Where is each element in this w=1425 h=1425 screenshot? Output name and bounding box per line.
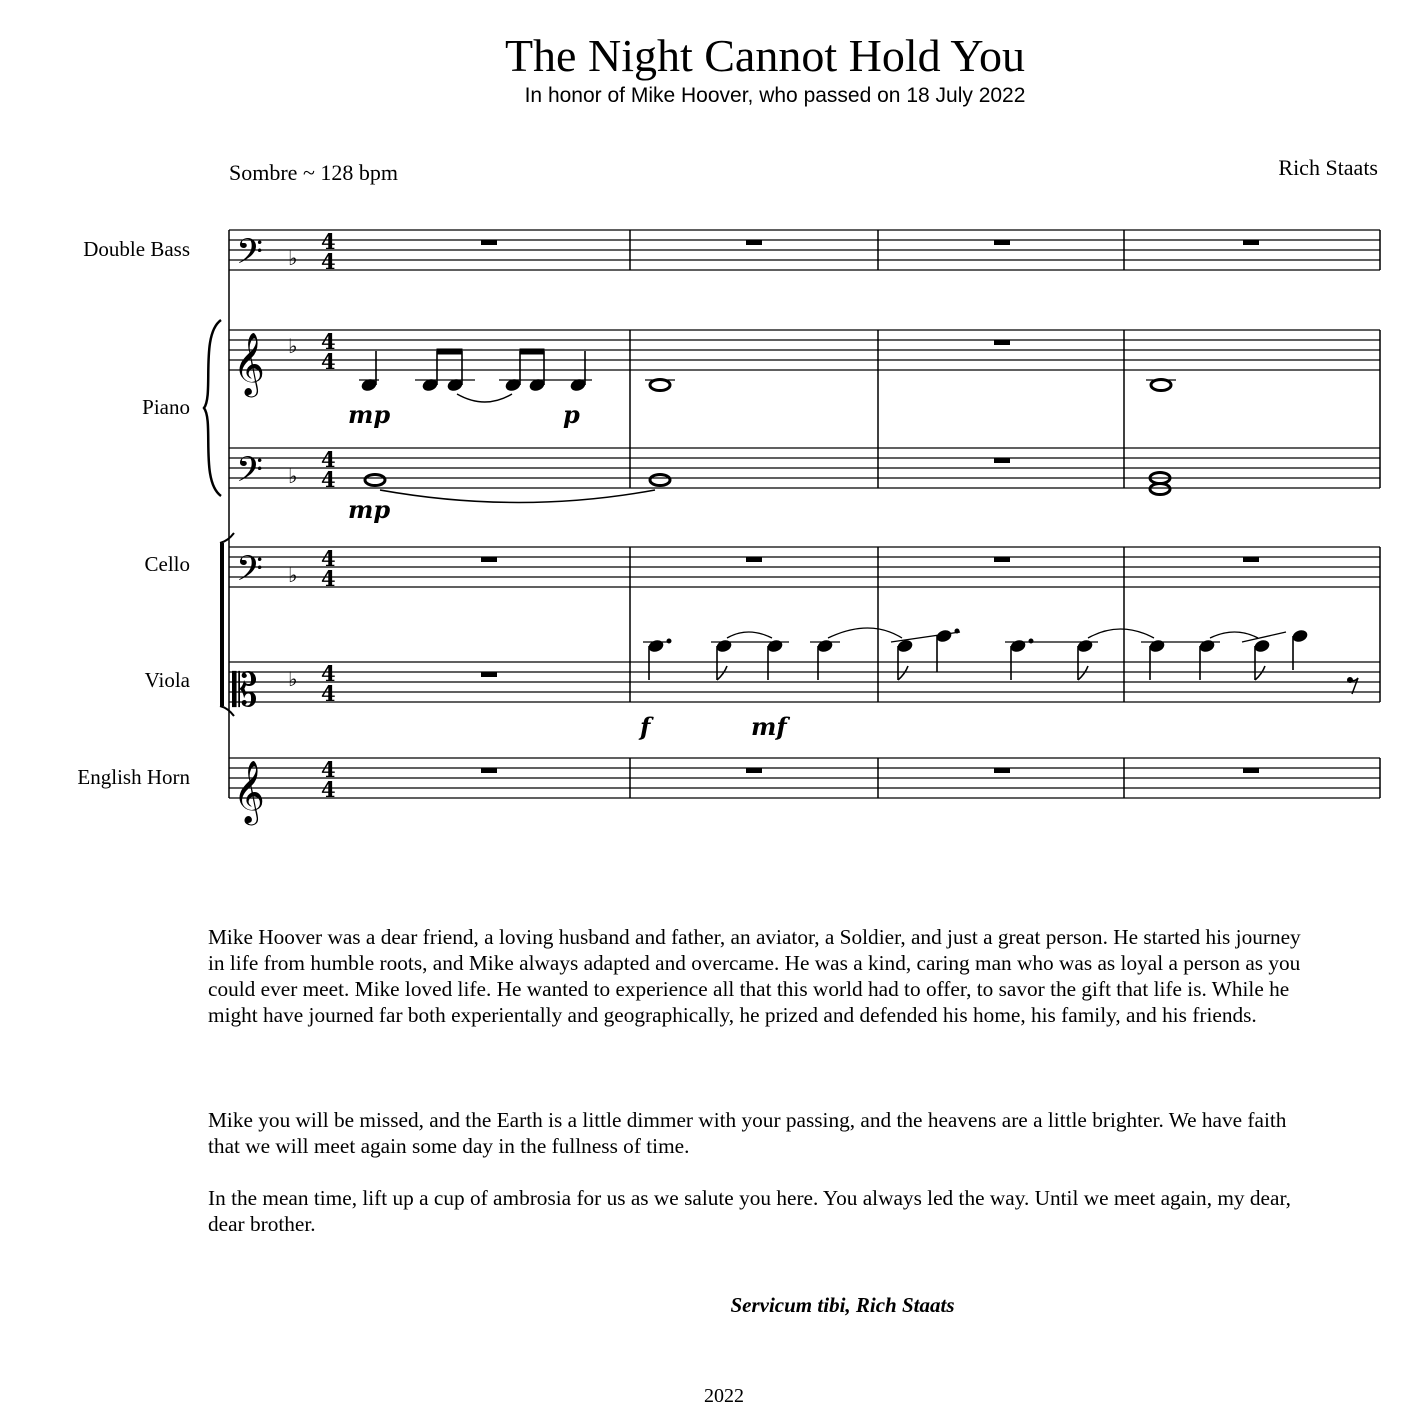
dynamic-mark-mp: mp bbox=[348, 495, 391, 524]
barlines bbox=[229, 230, 1380, 798]
signature: Servicum tibi, Rich Staats bbox=[730, 1293, 955, 1317]
svg-text:4: 4 bbox=[321, 546, 336, 571]
instrument-label-double-bass: Double Bass bbox=[83, 237, 190, 261]
svg-text:♭: ♭ bbox=[288, 464, 298, 488]
svg-text:4: 4 bbox=[321, 566, 336, 591]
svg-text:4: 4 bbox=[321, 229, 336, 254]
dedication-paragraph-3: In the mean time, lift up a cup of ambrosia for us as we salute you here. You always led the way. Until we meet again, my dear, dear brother. bbox=[208, 1186, 1292, 1236]
dedication-paragraph-1: Mike Hoover was a dear friend, a loving husband and father, an aviator, a Soldier, and just a great person. He started his journey in life from humble roots, and Mike always adapted and overcame. He was a kind, caring man who was as loyal a person as you could ever meet. Mike loved life. He wanted to experience all that this world had to offer, to savor the gift that life is. While he might have journed far both experientally and geographically, he prized and defended his home, his family, and his friends. bbox=[208, 925, 1301, 1027]
composer-name: Rich Staats bbox=[1278, 155, 1378, 180]
instrument-label-viola: Viola bbox=[144, 668, 190, 692]
svg-text:4: 4 bbox=[321, 329, 336, 354]
footer-year: 2022 bbox=[704, 1385, 744, 1407]
svg-text:4: 4 bbox=[321, 349, 336, 374]
svg-text:♭: ♭ bbox=[288, 334, 298, 358]
viola-notes bbox=[643, 628, 1358, 694]
piano-treble-notes bbox=[359, 349, 1176, 402]
piano-brace bbox=[204, 320, 221, 496]
instrument-label-english-horn: English Horn bbox=[77, 765, 190, 789]
dynamic-mark-f: f bbox=[640, 712, 651, 741]
treble-clef-icon: 𝄞 bbox=[233, 760, 265, 823]
svg-text:4: 4 bbox=[321, 467, 336, 492]
score-subtitle: In honor of Mike Hoover, who passed on 18 July 2022 bbox=[524, 84, 1026, 107]
svg-text:♭: ♭ bbox=[288, 246, 298, 270]
dynamic-mark-p: p bbox=[563, 400, 580, 429]
svg-text:4: 4 bbox=[321, 249, 336, 274]
svg-text:4: 4 bbox=[321, 777, 336, 802]
dynamic-mark-mp: mp bbox=[348, 400, 391, 429]
score-title: The Night Cannot Hold You bbox=[504, 30, 1026, 81]
key-signature-flats bbox=[288, 246, 297, 691]
svg-text:4: 4 bbox=[321, 681, 336, 706]
bass-clef-icon: 𝄢 bbox=[236, 231, 264, 280]
dedication-paragraph-2: Mike you will be missed, and the Earth is a little dimmer with your passing, and the heavens are a little brighter. We have faith that we will meet again some day in the fullness of time. bbox=[208, 1108, 1287, 1158]
instrument-label-piano: Piano bbox=[142, 395, 190, 419]
svg-text:4: 4 bbox=[321, 661, 336, 686]
tempo-marking: Sombre ~ 128 bpm bbox=[229, 160, 398, 185]
svg-text:♭: ♭ bbox=[288, 563, 298, 587]
time-signatures bbox=[321, 229, 336, 802]
staff-lines bbox=[229, 230, 1380, 798]
alto-clef-icon: 𝄡 bbox=[232, 663, 258, 717]
bass-clef-icon: 𝄢 bbox=[236, 548, 264, 597]
dynamic-mark-mf: mf bbox=[751, 712, 787, 741]
svg-text:4: 4 bbox=[321, 447, 336, 472]
treble-clef-icon: 𝄞 bbox=[233, 332, 265, 395]
svg-text:4: 4 bbox=[321, 757, 336, 782]
whole-rests bbox=[481, 240, 1259, 773]
svg-text:♭: ♭ bbox=[288, 667, 298, 691]
bass-clef-icon: 𝄢 bbox=[236, 449, 264, 498]
instrument-label-cello: Cello bbox=[144, 552, 190, 576]
